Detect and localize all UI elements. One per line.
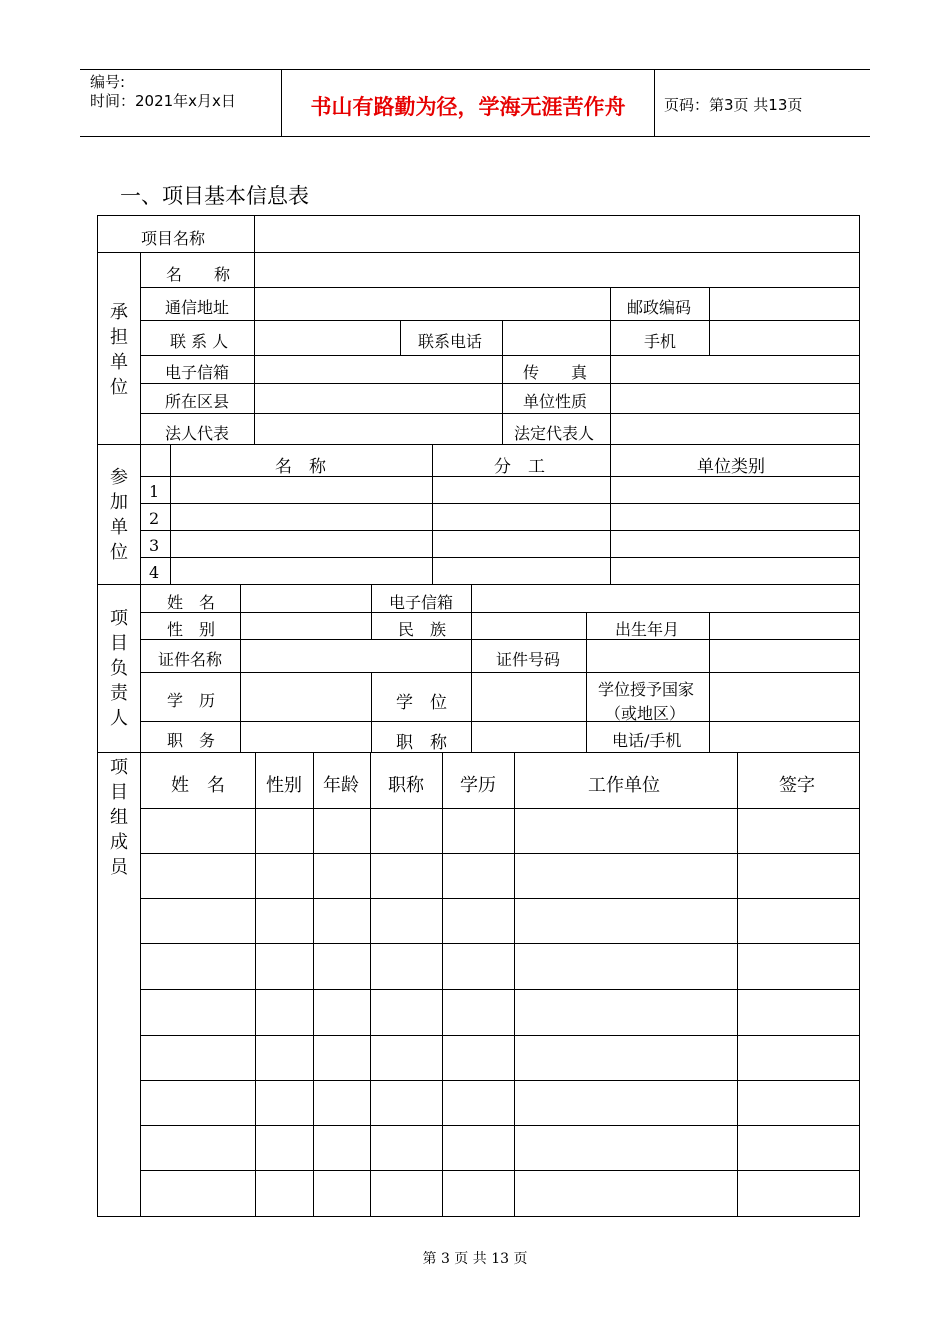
leader-degree-country-label: （或地区） (605, 704, 686, 723)
participating-row-number: 1 (149, 482, 160, 501)
leader-title-label: 职 称 (396, 733, 447, 753)
table-rule (140, 383, 860, 384)
table-rule (140, 355, 860, 356)
fax-label: 传 真 (523, 363, 588, 382)
table-rule (140, 503, 860, 504)
table-rule (610, 444, 611, 585)
header-top-rule (80, 69, 870, 70)
table-rule (140, 1170, 860, 1171)
table-rule (471, 639, 472, 673)
leader-birth-label: 出生年月 (615, 620, 680, 639)
document-number-label: 编号: (90, 73, 126, 91)
leader-position-label: 职 务 (167, 731, 216, 750)
table-rule (371, 672, 372, 753)
page-info: 页码：第3页 共13页 (664, 96, 803, 114)
district-label: 所在区县 (165, 392, 230, 411)
table-rule (140, 989, 860, 990)
leader-email-label: 电子信箱 (389, 593, 454, 612)
table-rule (140, 639, 860, 640)
table-rule (140, 1080, 860, 1081)
table-rule (170, 444, 171, 585)
table-rule (370, 752, 371, 1217)
table-rule (140, 557, 860, 558)
page-footer: 第 3 页 共 13 页 (422, 1251, 528, 1267)
leader-gender-label: 性 别 (167, 620, 216, 639)
participating-row-number: 3 (149, 536, 160, 555)
table-rule (140, 287, 860, 288)
header-bottom-rule (80, 136, 870, 137)
table-rule (737, 752, 738, 1217)
table-rule (140, 1035, 860, 1036)
table-rule (432, 444, 433, 585)
participating-row-number: 2 (149, 509, 160, 528)
table-rule (586, 612, 587, 753)
members-group-label (104, 755, 134, 880)
table-rule (442, 752, 443, 1217)
table-rule (140, 721, 860, 722)
participating-row-number: 4 (149, 563, 160, 582)
leader-degree-country-label: 学位授予国家 (598, 680, 695, 699)
members-header-gender: 性别 (266, 775, 302, 796)
table-rule (514, 752, 515, 1217)
leader-id-type-label: 证件名称 (158, 650, 223, 669)
leader-phone-label: 电话/手机 (612, 731, 682, 750)
table-rule (97, 215, 98, 1217)
members-header-workplace: 工作单位 (588, 775, 660, 796)
table-rule (502, 320, 503, 445)
table-rule (610, 287, 611, 445)
table-rule (97, 752, 860, 753)
participating-group-label (104, 465, 134, 565)
contact-phone-label: 联系电话 (418, 332, 483, 351)
table-rule (471, 584, 472, 640)
table-rule (140, 320, 860, 321)
section-title: 一、项目基本信息表 (120, 184, 309, 208)
table-rule (859, 215, 860, 1217)
leader-group-text: 项 目 负 责 人 (110, 608, 128, 729)
table-rule (140, 672, 860, 673)
leader-group-label (104, 606, 134, 731)
participating-group-text: 参 加 单 位 (110, 467, 128, 563)
table-rule (709, 287, 710, 356)
table-rule (140, 808, 860, 809)
table-rule (97, 252, 860, 253)
leader-education-label: 学 历 (167, 691, 216, 710)
members-header-signature: 签字 (779, 775, 815, 796)
members-header-education: 学历 (460, 775, 496, 796)
table-rule (313, 752, 314, 1217)
legal-representative-label: 法定代表人 (514, 424, 595, 443)
table-rule (97, 444, 860, 445)
table-rule (97, 584, 860, 585)
table-rule (140, 413, 860, 414)
address-label: 通信地址 (165, 298, 230, 317)
mobile-label: 手机 (644, 332, 677, 351)
table-rule (140, 612, 860, 613)
table-rule (140, 1125, 860, 1126)
table-rule (254, 252, 255, 445)
table-rule (255, 752, 256, 1217)
table-rule (140, 530, 860, 531)
contact-label: 联 系 人 (170, 332, 229, 351)
leader-name-label: 姓 名 (167, 593, 216, 612)
participating-name-header: 名 称 (275, 457, 326, 477)
table-rule (709, 612, 710, 753)
table-rule (254, 215, 255, 253)
document-date: 时间：2021年x月x日 (90, 92, 236, 110)
unit-nature-label: 单位性质 (523, 392, 588, 411)
participating-category-header: 单位类别 (697, 457, 765, 477)
header-motto: 书山有路勤为径，学海无涯苦作舟 (310, 95, 626, 119)
leader-degree-label: 学 位 (396, 693, 447, 713)
undertaking-group-text: 承 担 单 位 (110, 302, 128, 398)
participating-division-header: 分 工 (494, 457, 545, 477)
table-rule (97, 1216, 860, 1217)
leader-id-number-label: 证件号码 (496, 650, 561, 669)
undertaking-group-label (104, 300, 134, 400)
project-name-label: 项目名称 (141, 229, 206, 248)
table-rule (140, 943, 860, 944)
table-rule (97, 215, 860, 216)
members-header-title: 职称 (388, 775, 424, 796)
table-rule (371, 584, 372, 640)
leader-ethnicity-label: 民 族 (398, 620, 447, 639)
legal-rep-label: 法人代表 (165, 424, 230, 443)
unit-name-label: 名 称 (166, 265, 231, 284)
table-rule (140, 252, 141, 1217)
header-divider (654, 69, 655, 136)
email-label: 电子信箱 (165, 363, 230, 382)
table-rule (400, 320, 401, 356)
members-header-age: 年龄 (323, 775, 359, 796)
table-rule (140, 898, 860, 899)
members-group-text: 项 目 组 成 员 (110, 757, 128, 878)
table-rule (471, 672, 472, 753)
members-header-name: 姓 名 (171, 775, 225, 796)
table-rule (240, 584, 241, 753)
table-rule (140, 853, 860, 854)
postcode-label: 邮政编码 (627, 298, 692, 317)
